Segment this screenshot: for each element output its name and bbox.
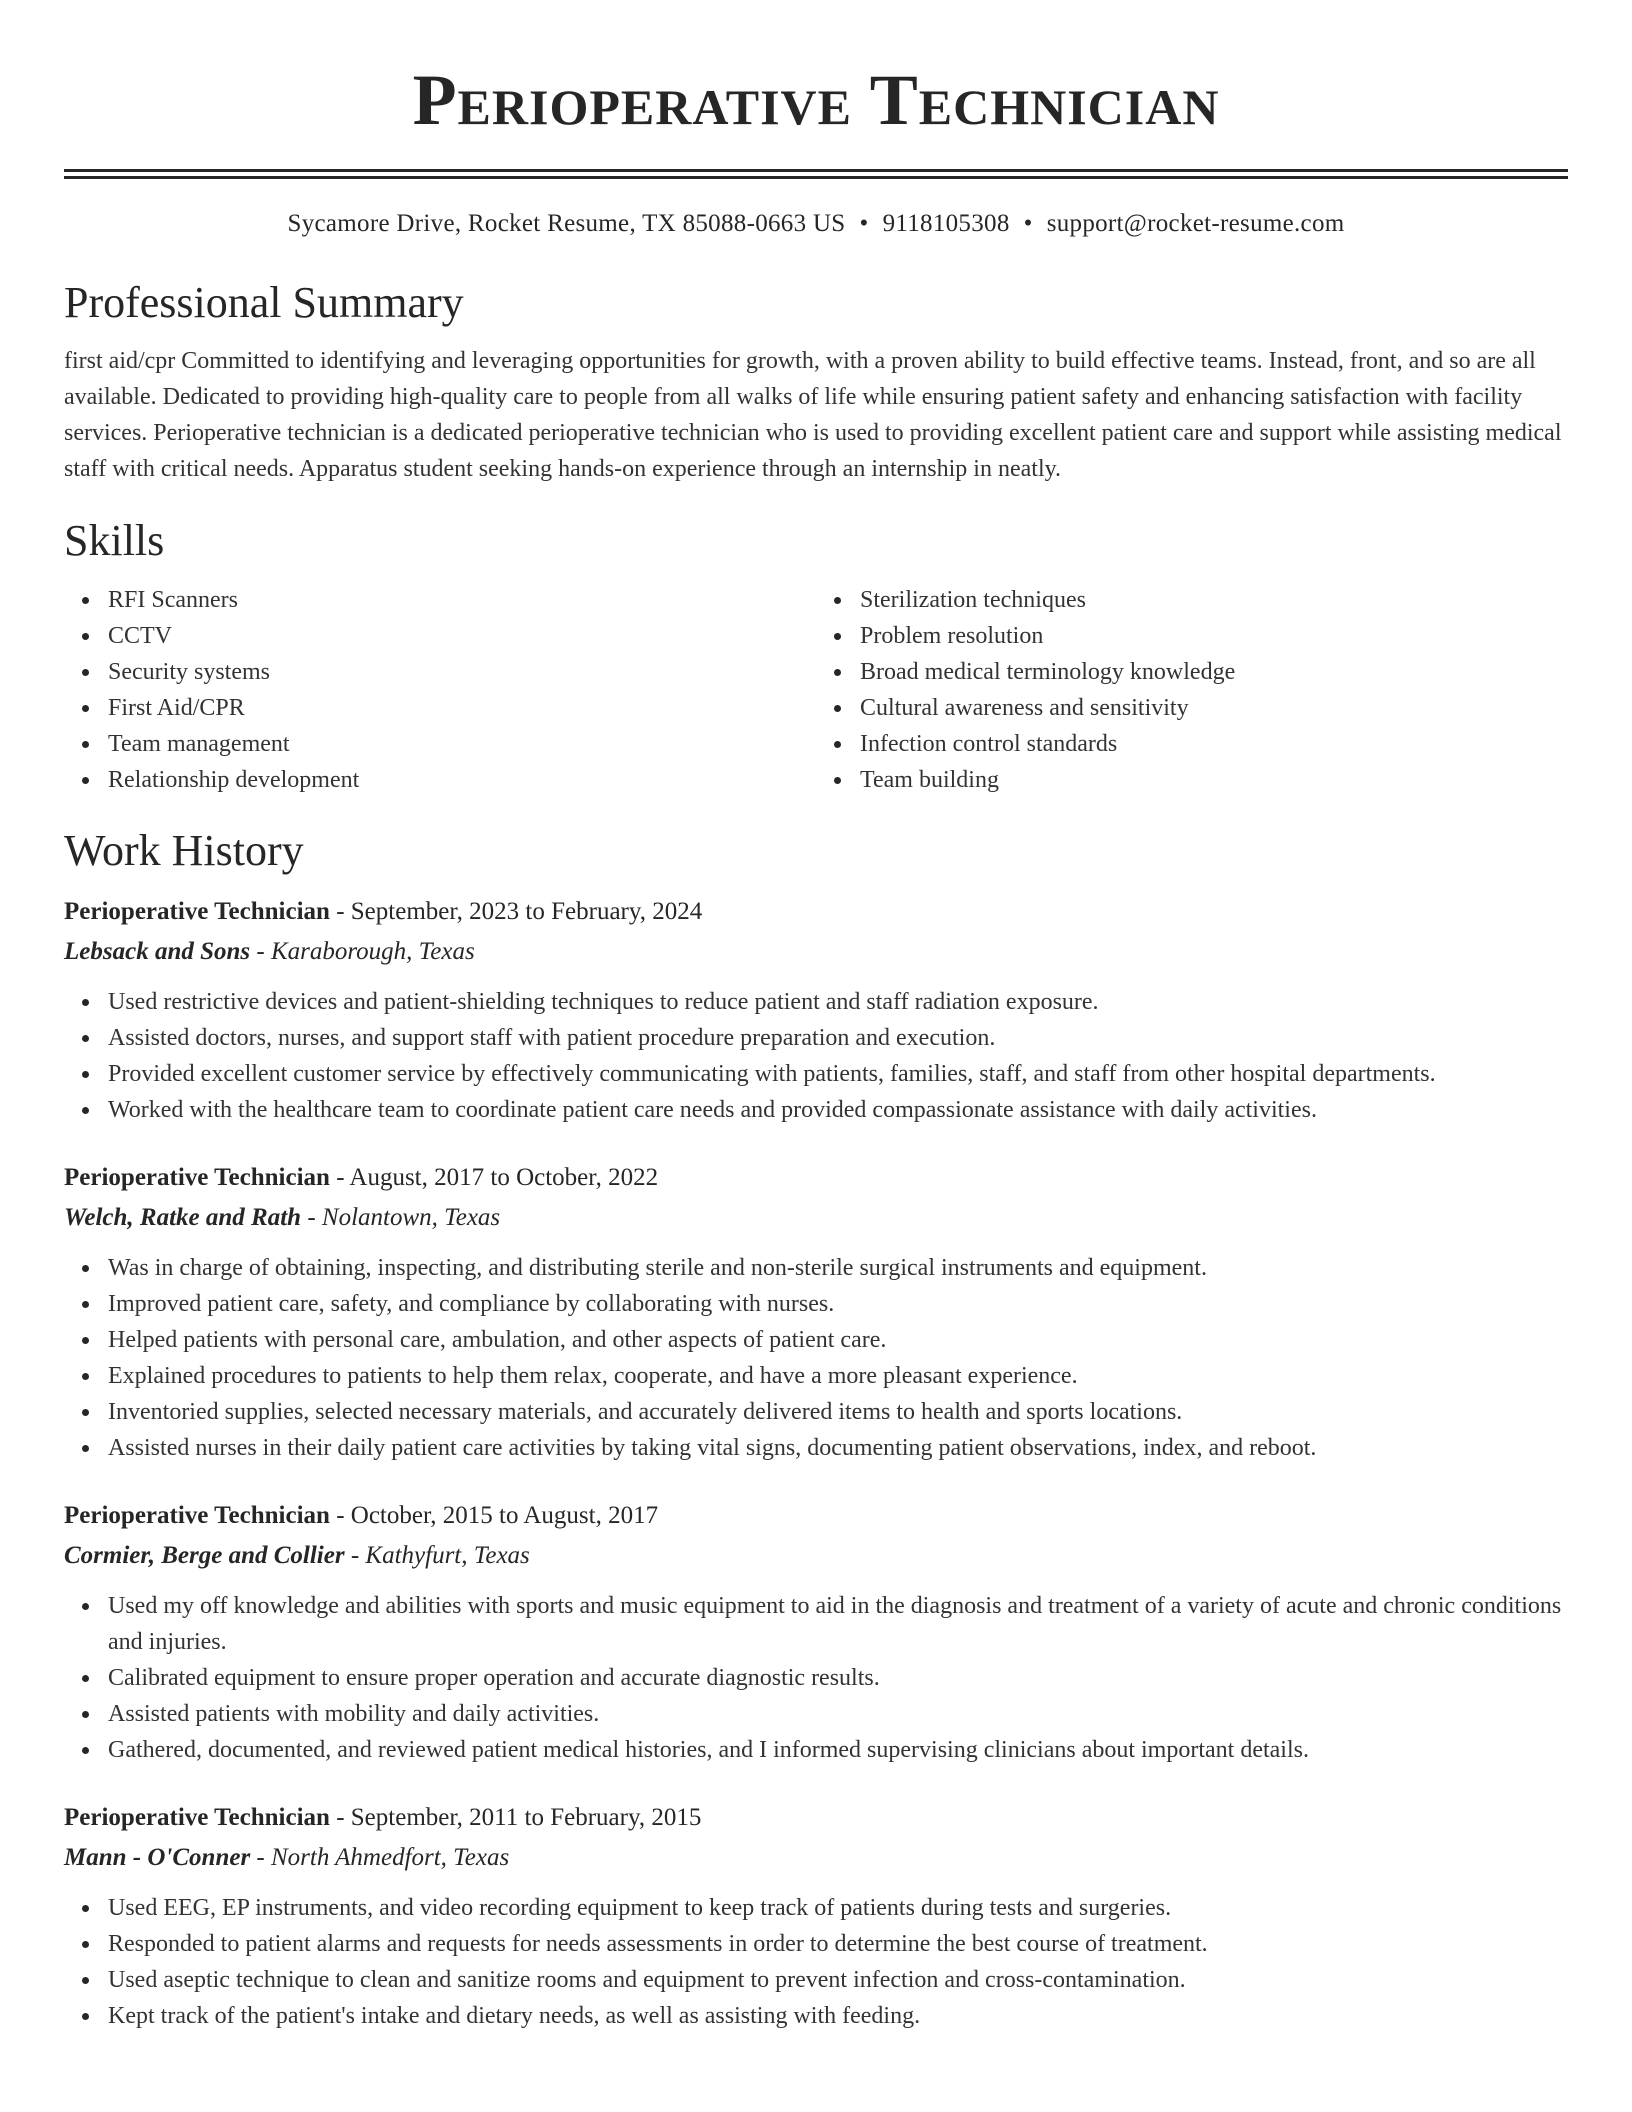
- job-company-line: [64, 1536, 1568, 1576]
- summary-text: first aid/cpr Committed to identifying and leveraging opportunities for growth, with a proven ability to build effective teams. Instead, front, and so are all available. Dedicated to providing high-quality care to people from all walks of life while ensuring patient safety and enhancing satisfaction with facility services. Perioperative technician is a dedicated perioperative technician who is used to providing excellent patient care and support while assisting medical staff with critical needs. Apparatus student seeking hands-on experience through an internship in neatly.: [64, 348, 1562, 482]
- skill-item: Security systems: [108, 654, 816, 690]
- job-company-line: [64, 1838, 1568, 1878]
- job-bullet: Improved patient care, safety, and compliance by collaborating with nurses.: [108, 1286, 1568, 1322]
- skill-item: CCTV: [108, 618, 816, 654]
- skills-heading: Skills: [64, 516, 165, 565]
- job-title: Perioperative Technician: [64, 898, 330, 925]
- job-location: - North Ahmedfort, Texas: [250, 1844, 510, 1871]
- contact-address: Sycamore Drive, Rocket Resume, TX 85088-0663 US: [287, 210, 846, 237]
- job-bullets: [64, 1890, 1568, 2034]
- job-company: Lebsack and Sons: [64, 938, 251, 965]
- job-bullet: Provided excellent customer service by effectively communicating with patients, families, staff, and staff from other hospital departments.: [108, 1056, 1568, 1092]
- job-company: Welch, Ratke and Rath: [64, 1204, 302, 1231]
- job-bullet: Used my off knowledge and abilities with sports and music equipment to aid in the diagnosis and treatment of a variety of acute and chronic conditions and injuries.: [108, 1588, 1568, 1660]
- job-bullet: Gathered, documented, and reviewed patient medical histories, and I informed supervising clinicians about important details.: [108, 1732, 1568, 1768]
- job-bullet: Inventoried supplies, selected necessary materials, and accurately delivered items to health and sports locations.: [108, 1394, 1568, 1430]
- job-bullet: Assisted nurses in their daily patient care activities by taking vital signs, documenting patient observations, index, and reboot.: [108, 1430, 1568, 1466]
- job-dates: - September, 2023 to February, 2024: [329, 898, 703, 925]
- job-entry: [64, 1496, 1568, 1768]
- job-title: Perioperative Technician: [64, 1804, 330, 1831]
- job-bullet: Used EEG, EP instruments, and video recording equipment to keep track of patients during tests and surgeries.: [108, 1890, 1568, 1926]
- job-entry: [64, 1798, 1568, 2034]
- job-company-line: [64, 932, 1568, 972]
- job-title-line: [64, 1798, 1568, 1838]
- skills-left-list: [64, 582, 816, 798]
- job-company: Cormier, Berge and Collier: [64, 1542, 345, 1569]
- job-bullet: Assisted patients with mobility and daily activities.: [108, 1696, 1568, 1732]
- job-bullet: Was in charge of obtaining, inspecting, and distributing sterile and non-sterile surgical instruments and equipment.: [108, 1250, 1568, 1286]
- job-bullet: Assisted doctors, nurses, and support staff with patient procedure preparation and execution.: [108, 1020, 1568, 1056]
- skill-item: Problem resolution: [860, 618, 1568, 654]
- job-company-line: [64, 1198, 1568, 1238]
- skill-item: Broad medical terminology knowledge: [860, 654, 1568, 690]
- job-title: Perioperative Technician: [64, 1164, 330, 1191]
- header-divider: [64, 169, 1568, 179]
- job-bullet: Explained procedures to patients to help them relax, cooperate, and have a more pleasant experience.: [108, 1358, 1568, 1394]
- job-bullet: Used aseptic technique to clean and sanitize rooms and equipment to prevent infection and cross-contamination.: [108, 1962, 1568, 1998]
- job-title-line: [64, 1158, 1568, 1198]
- job-bullet: Helped patients with personal care, ambulation, and other aspects of patient care.: [108, 1322, 1568, 1358]
- job-entry: [64, 892, 1568, 1128]
- skill-item: Relationship development: [108, 762, 816, 798]
- skill-item: Team management: [108, 726, 816, 762]
- job-bullet: Used restrictive devices and patient-shielding techniques to reduce patient and staff radiation exposure.: [108, 984, 1568, 1020]
- job-title: Perioperative Technician: [64, 1502, 330, 1529]
- job-bullets: [64, 984, 1568, 1128]
- job-company: Mann - O'Conner: [64, 1844, 251, 1871]
- contact-separator: •: [859, 210, 869, 237]
- job-bullets: [64, 1588, 1568, 1768]
- skill-item: First Aid/CPR: [108, 690, 816, 726]
- job-title-line: [64, 1496, 1568, 1536]
- work-history-heading: Work History: [64, 826, 304, 875]
- job-title-line: [64, 892, 1568, 932]
- skills-right-list: [816, 582, 1568, 798]
- contact-email: support@rocket-resume.com: [1046, 210, 1345, 237]
- skill-item: Sterilization techniques: [860, 582, 1568, 618]
- job-dates: - August, 2017 to October, 2022: [329, 1164, 659, 1191]
- job-dates: - September, 2011 to February, 2015: [329, 1804, 702, 1831]
- job-bullet: Worked with the healthcare team to coordinate patient care needs and provided compassionate assistance with daily activities.: [108, 1092, 1568, 1128]
- skill-item: RFI Scanners: [108, 582, 816, 618]
- contact-line: [64, 207, 1568, 241]
- job-location: - Karaborough, Texas: [250, 938, 475, 965]
- job-bullet: Kept track of the patient's intake and dietary needs, as well as assisting with feeding.: [108, 1998, 1568, 2034]
- job-bullet: Responded to patient alarms and requests for needs assessments in order to determine the best course of treatment.: [108, 1926, 1568, 1962]
- contact-separator: •: [1023, 210, 1033, 237]
- resume-name: Perioperative Technician: [412, 60, 1220, 140]
- job-location: - Nolantown, Texas: [301, 1204, 501, 1231]
- skill-item: Team building: [860, 762, 1568, 798]
- skill-item: Cultural awareness and sensitivity: [860, 690, 1568, 726]
- skill-item: Infection control standards: [860, 726, 1568, 762]
- summary-heading: Professional Summary: [64, 278, 464, 327]
- contact-phone: 9118105308: [882, 210, 1010, 237]
- job-dates: - October, 2015 to August, 2017: [329, 1502, 659, 1529]
- job-bullets: [64, 1250, 1568, 1466]
- job-entry: [64, 1158, 1568, 1466]
- job-bullet: Calibrated equipment to ensure proper operation and accurate diagnostic results.: [108, 1660, 1568, 1696]
- job-location: - Kathyfurt, Texas: [344, 1542, 530, 1569]
- skills-columns: [64, 582, 1568, 798]
